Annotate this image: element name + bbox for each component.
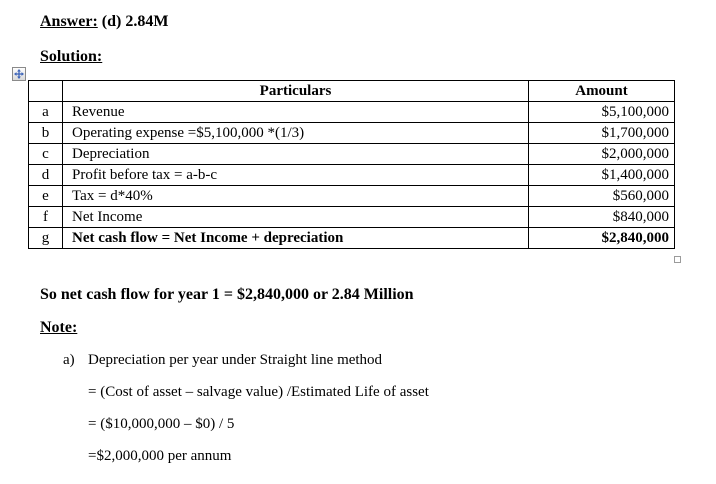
summary-line: So net cash flow for year 1 = $2,840,000 or 2.84 Million xyxy=(40,286,414,303)
answer-line xyxy=(40,12,168,32)
note-item-text: Depreciation per year under Straight line method xyxy=(88,352,383,368)
table-row-a xyxy=(29,102,675,123)
table-row-b xyxy=(29,123,675,144)
row-amount: $2,840,000 xyxy=(529,228,675,249)
equation-line-3: =$2,000,000 per annum xyxy=(88,448,232,464)
table-row-f xyxy=(29,207,675,228)
note-heading xyxy=(40,318,77,338)
table-row-d xyxy=(29,165,675,186)
row-particulars: Profit before tax = a-b-c xyxy=(63,165,529,186)
row-amount: $560,000 xyxy=(529,186,675,207)
header-particulars: Particulars xyxy=(63,81,529,102)
table-resize-handle[interactable] xyxy=(674,256,681,263)
row-key: a xyxy=(29,102,63,123)
row-key: g xyxy=(29,228,63,249)
note-label: Note: xyxy=(40,319,78,336)
row-amount: $1,700,000 xyxy=(529,123,675,144)
solution-label: Solution: xyxy=(40,48,103,65)
row-amount: $5,100,000 xyxy=(529,102,675,123)
row-particulars: Net cash flow = Net Income + depreciation xyxy=(63,228,529,249)
table-row-e xyxy=(29,186,675,207)
equation-line-2: = ($10,000,000 – $0) / 5 xyxy=(88,416,235,432)
row-amount: $840,000 xyxy=(529,207,675,228)
row-particulars: Revenue xyxy=(63,102,529,123)
row-key: d xyxy=(29,165,63,186)
table-move-handle[interactable] xyxy=(12,67,26,81)
row-key: c xyxy=(29,144,63,165)
row-particulars: Tax = d*40% xyxy=(63,186,529,207)
solution-table xyxy=(28,80,675,249)
header-key-cell xyxy=(29,81,63,102)
row-key: b xyxy=(29,123,63,144)
table-row-c xyxy=(29,144,675,165)
row-particulars: Operating expense =$5,100,000 *(1/3) xyxy=(63,123,529,144)
row-amount: $2,000,000 xyxy=(529,144,675,165)
answer-label: Answer: xyxy=(40,13,98,30)
row-key: f xyxy=(29,207,63,228)
row-particulars: Net Income xyxy=(63,207,529,228)
answer-value: (d) 2.84M xyxy=(97,13,169,30)
row-key: e xyxy=(29,186,63,207)
row-amount: $1,400,000 xyxy=(529,165,675,186)
row-particulars: Depreciation xyxy=(63,144,529,165)
solution-heading xyxy=(40,47,102,67)
equation-line-1: = (Cost of asset – salvage value) /Estimated Life of asset xyxy=(88,384,429,400)
note-item-marker: a) xyxy=(63,352,75,368)
note-item-a xyxy=(63,350,382,370)
table-move-icon xyxy=(14,69,24,79)
table-row-g xyxy=(29,228,675,249)
header-amount: Amount xyxy=(529,81,675,102)
table-header-row xyxy=(29,81,675,102)
